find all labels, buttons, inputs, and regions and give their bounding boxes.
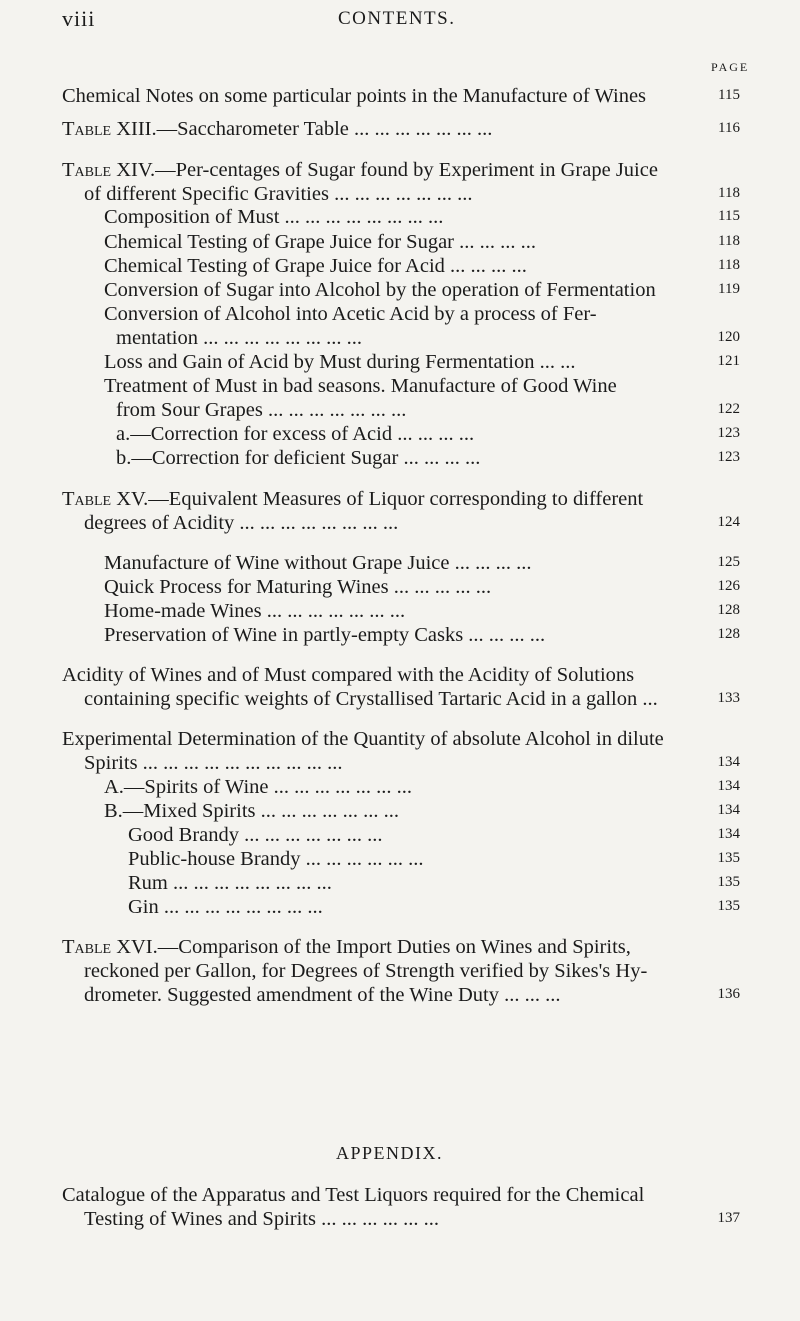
toc-entry [116,422,474,446]
toc-page-number: 123 [717,425,740,441]
toc-entry [128,823,383,847]
toc-entry [84,959,647,983]
toc-entry [128,847,424,871]
toc-page-number: 121 [717,353,740,369]
toc-entry-text: mentation ... ... ... ... ... ... ... ... [116,327,362,349]
toc-entry [104,599,405,623]
toc-page-number: 119 [718,281,740,297]
toc-entry [104,623,545,647]
toc-page-number: 137 [717,1210,740,1226]
toc-entry [84,182,472,206]
toc-entry-text: —Comparison of the Import Duties on Wines and Spirits, [157,936,631,958]
toc-entry [104,775,412,799]
toc-entry [128,895,323,919]
toc-entry [62,727,664,751]
toc-entry-text: A.—Spirits of Wine ... ... ... ... ... ... ... [104,776,413,798]
toc-entry-text: Home-made Wines ... ... ... ... ... ... ... [104,600,406,622]
toc-entry-text: Loss and Gain of Acid by Must during Fermentation ... ... [104,351,576,373]
table-label: Table XVI. [62,936,158,958]
toc-entry-text: of different Specific Gravities ... ... ... ... ... ... ... [84,183,473,205]
toc-entry-text: Acidity of Wines and of Must compared with the Acidity of Solutions [62,664,635,686]
toc-entry [104,350,575,374]
toc-entry [104,799,399,823]
toc-entry-text: Quick Process for Maturing Wines ... ... ... ... ... [104,576,492,598]
toc-entry-text: Chemical Testing of Grape Juice for Sugar ... ... ... ... [104,231,537,253]
appendix-heading: APPENDIX. [336,1143,444,1163]
toc-entry [104,302,597,326]
toc-page-number: 135 [717,898,740,914]
toc-entry-text: containing specific weights of Crystallised Tartaric Acid in a gallon ... [84,688,658,710]
toc-entry-text: Spirits ... ... ... ... ... ... ... ... ... ... [84,752,343,774]
page-column-label: PAGE [711,60,750,74]
toc-page-number: 134 [717,778,740,794]
toc-entry-text: B.—Mixed Spirits ... ... ... ... ... ... ... [104,800,399,822]
toc-page-number: 118 [718,257,740,273]
page-number: viii [62,6,96,31]
toc-entry [84,1207,439,1231]
toc-entry [84,983,560,1007]
toc-entry [104,230,536,254]
toc-entry [104,254,527,278]
table-label: Table XV. [62,488,149,510]
toc-entry [84,751,343,775]
toc-entry [116,446,480,470]
toc-entry [62,84,646,108]
toc-entry-text: Conversion of Sugar into Alcohol by the operation of Fermentation [104,279,656,301]
toc-page-number: 133 [717,690,740,706]
toc-page-number: 118 [718,185,740,201]
toc-entry [84,687,658,711]
toc-entry [116,326,362,350]
toc-entry-text: Testing of Wines and Spirits ... ... ... ... ... ... [84,1208,439,1230]
toc-entry [62,663,634,687]
toc-entry-text: Treatment of Must in bad seasons. Manufacture of Good Wine [104,375,617,397]
toc-page-number: 134 [717,826,740,842]
table-label: Table XIII. [62,118,157,140]
toc-entry [62,1183,644,1207]
toc-entry-text: —Per-centages of Sugar found by Experiment in Grape Juice [155,159,658,181]
toc-entry-text: Public-house Brandy ... ... ... ... ... ... [128,848,424,870]
toc-page-number: 135 [717,850,740,866]
toc-entry [84,511,398,535]
toc-entry-text: Catalogue of the Apparatus and Test Liquors required for the Chemical [62,1184,645,1206]
toc-page-number: 126 [717,578,740,594]
toc-entry-text: degrees of Acidity ... ... ... ... ... ... ... ... [84,512,399,534]
toc-entry [104,278,656,302]
toc-page-number: 123 [717,449,740,465]
toc-entry [62,158,658,182]
toc-page-number: 128 [717,626,740,642]
table-label: Table XIV. [62,159,156,181]
toc-entry-text: Preservation of Wine in partly-empty Casks ... ... ... ... [104,624,546,646]
toc-page-number: 122 [717,401,740,417]
toc-page-number: 135 [717,874,740,890]
toc-entry-text: from Sour Grapes ... ... ... ... ... ... ... [116,399,407,421]
toc-page-number: 118 [718,233,740,249]
toc-page-number: 120 [717,329,740,345]
toc-entry-text: Good Brandy ... ... ... ... ... ... ... [128,824,383,846]
toc-page-number: 136 [717,986,740,1002]
toc-page-number: 134 [717,802,740,818]
toc-entry-text: Chemical Testing of Grape Juice for Acid ... ... ... ... [104,255,527,277]
toc-entry [104,575,491,599]
toc-entry-text: —Saccharometer Table ... ... ... ... ... ... ... [156,118,493,140]
toc-page-number: 128 [717,602,740,618]
toc-entry [104,374,617,398]
toc-entry-text: b.—Correction for deficient Sugar ... ... ... ... [116,447,481,469]
toc-entry-text: —Equivalent Measures of Liquor corresponding to different [148,488,644,510]
toc-entry-text: Conversion of Alcohol into Acetic Acid by a process of Fer- [104,303,597,325]
toc-entry-text: Chemical Notes on some particular points in the Manufacture of Wines [62,85,647,107]
toc-entry [62,935,631,959]
toc-entry-text: Rum ... ... ... ... ... ... ... ... [128,872,332,894]
toc-page-number: 124 [717,514,740,530]
toc-entry-text: reckoned per Gallon, for Degrees of Strength verified by Sikes's Hy- [84,960,648,982]
toc-entry-text: drometer. Suggested amendment of the Wine Duty ... ... ... [84,984,561,1006]
toc-entry-text: Composition of Must ... ... ... ... ... ... ... ... [104,206,444,228]
toc-entry [104,205,443,229]
toc-entry [62,487,643,511]
toc-entry [116,398,406,422]
toc-entry-text: Gin ... ... ... ... ... ... ... ... [128,896,323,918]
toc-entry-text: Manufacture of Wine without Grape Juice ... ... ... ... [104,552,532,574]
toc-page-number: 134 [717,754,740,770]
toc-page-number: 116 [718,120,740,136]
toc-entry [62,117,492,141]
toc-page-number: 125 [717,554,740,570]
page-title: CONTENTS. [338,8,456,29]
toc-page-number: 115 [718,208,740,224]
toc-entry [104,551,531,575]
toc-entry-text: a.—Correction for excess of Acid ... ... ... ... [116,423,475,445]
toc-page-number: 115 [718,87,740,103]
toc-entry [128,871,332,895]
toc-entry-text: Experimental Determination of the Quantity of absolute Alcohol in dilute [62,728,664,750]
